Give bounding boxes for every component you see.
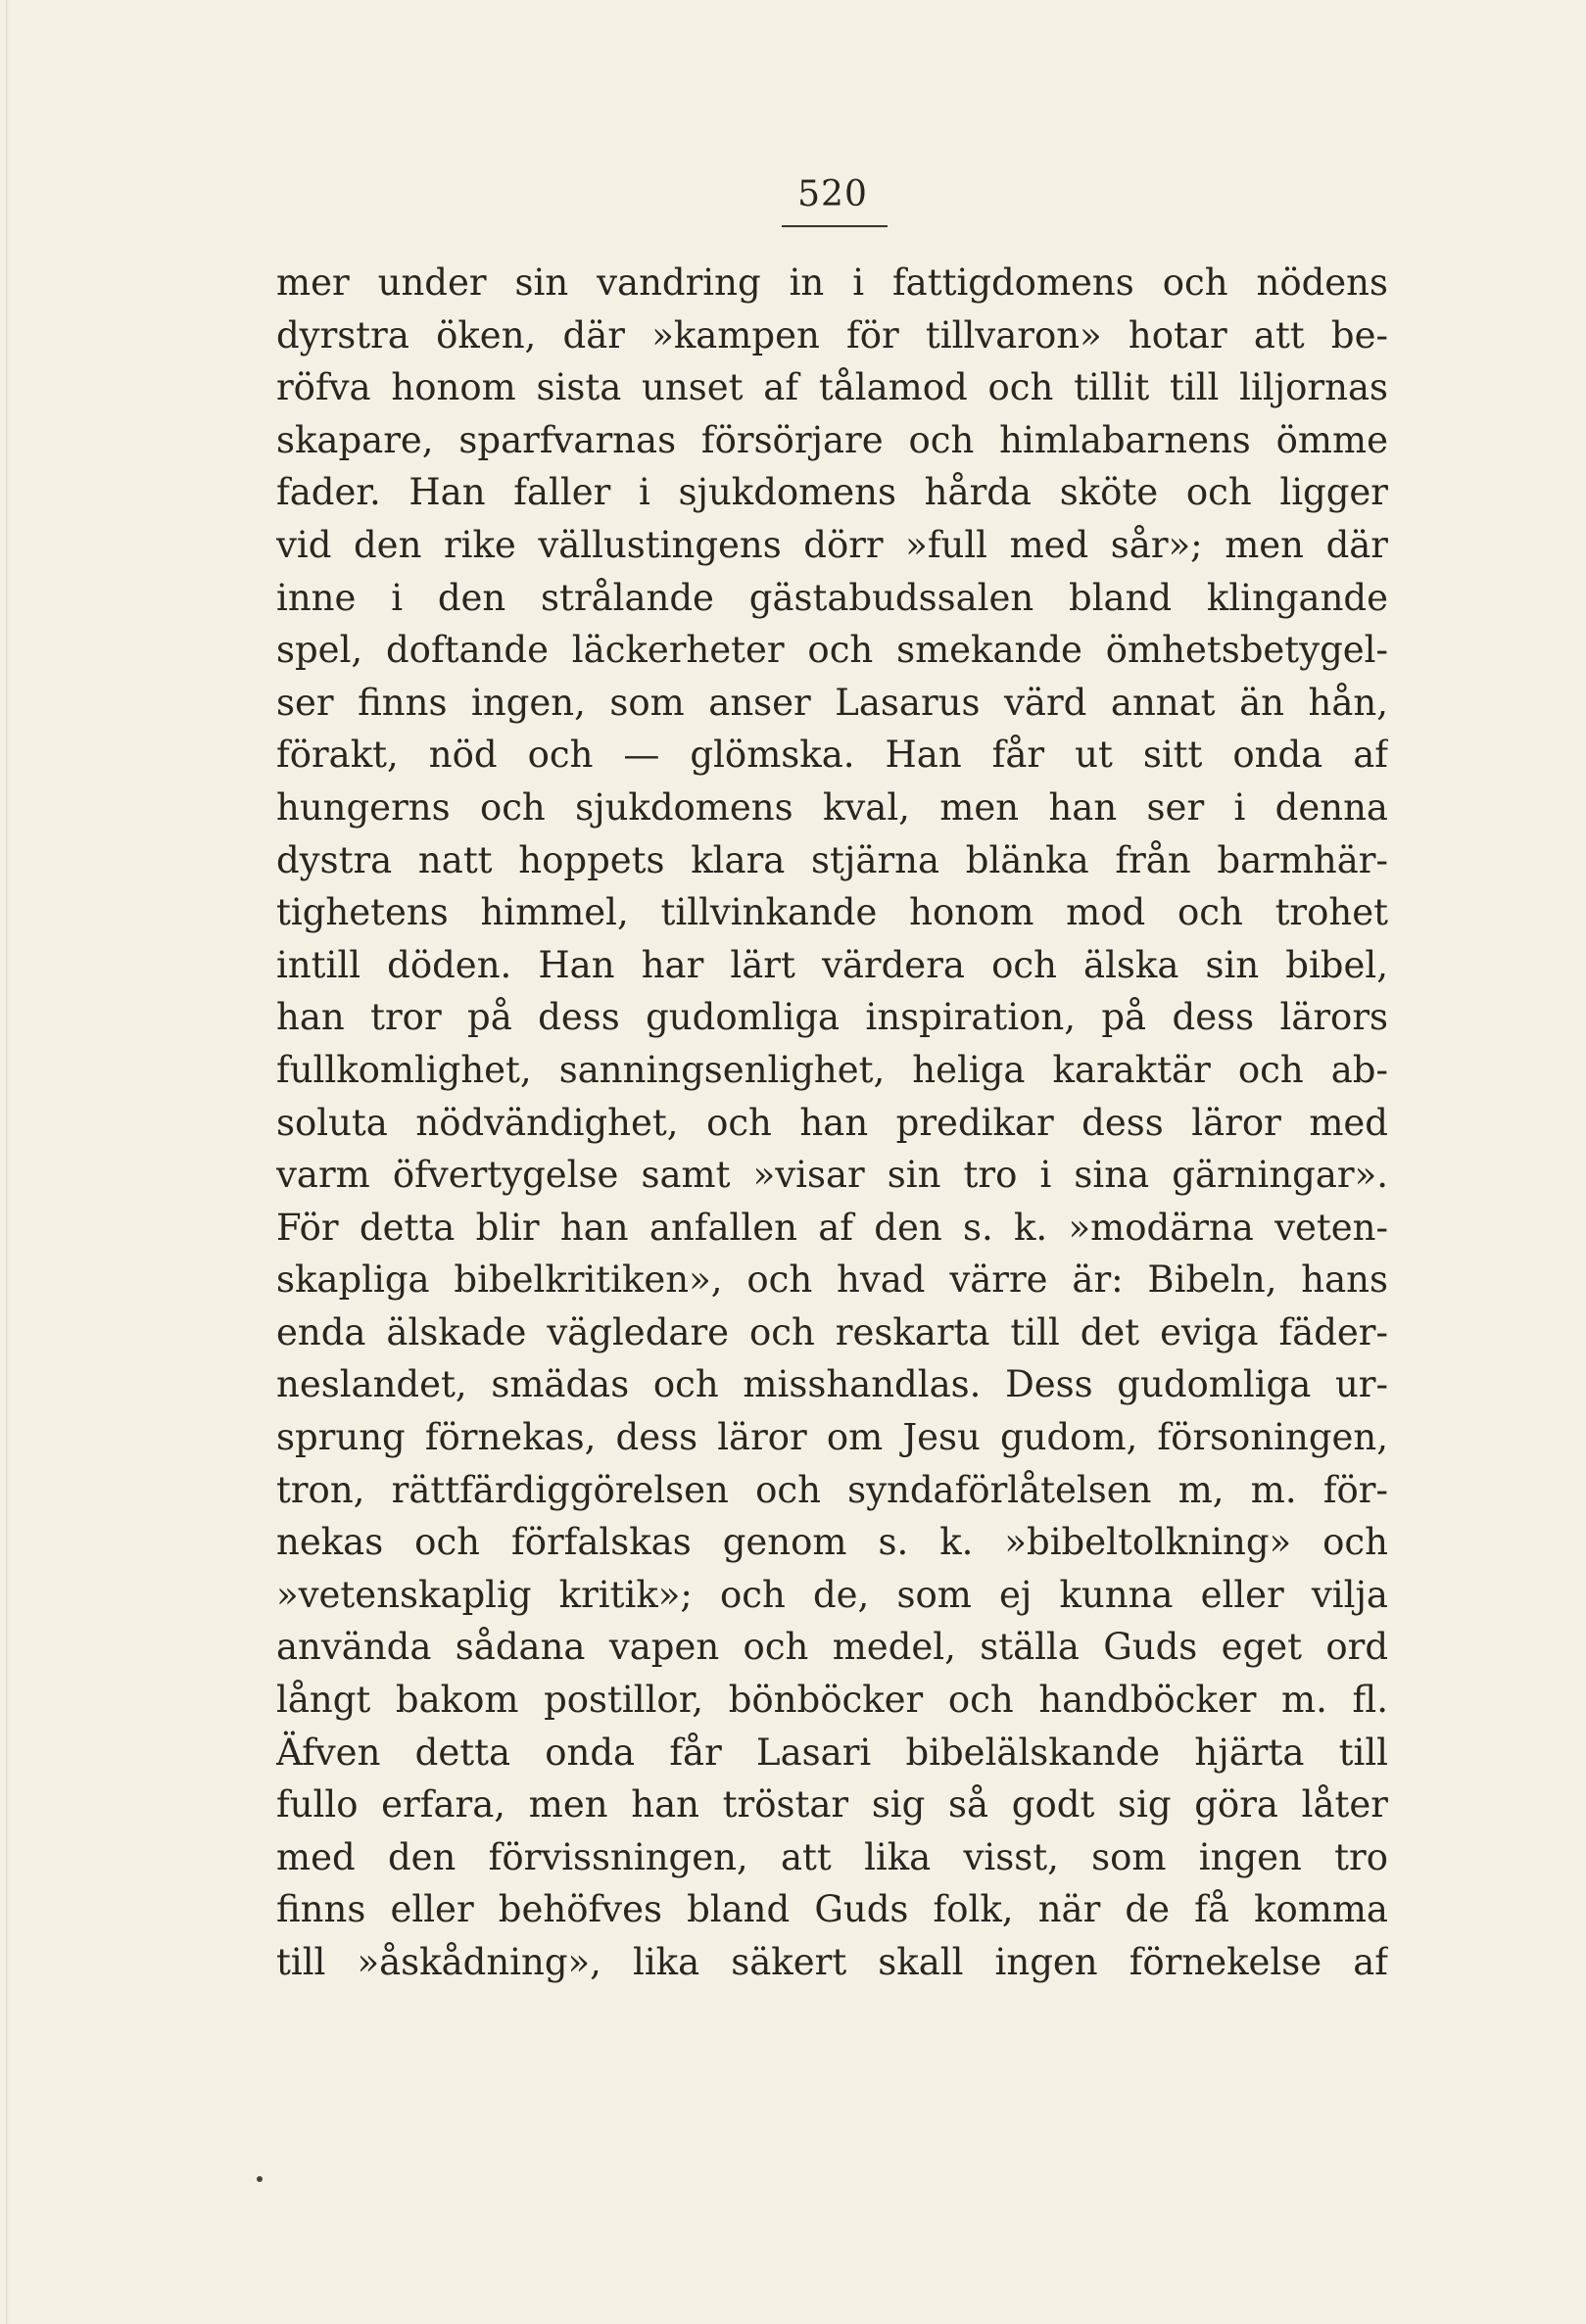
text-line: intill döden. Han har lärt värdera och älska sin bibel, xyxy=(276,943,1388,986)
text-line: med den förvissningen, att lika visst, som ingen tro xyxy=(276,1835,1388,1878)
text-line: tron, rättfärdiggörelsen och syndaförlåtelsen m, m. för- xyxy=(276,1468,1388,1511)
text-line: hungerns och sjukdomens kval, men han ser i denna xyxy=(276,785,1388,829)
text-line: dystra natt hoppets klara stjärna blänka från barmhär- xyxy=(276,838,1388,881)
body-text xyxy=(276,257,1388,1989)
text-line: nekas och förfalskas genom s. k. »bibeltolkning» och xyxy=(276,1521,1388,1564)
text-line: använda sådana vapen och medel, ställa Guds eget ord xyxy=(276,1626,1388,1669)
text-line: neslandet, smädas och misshandlas. Dess gudomliga ur- xyxy=(276,1363,1388,1406)
text-line: skapliga bibelkritiken», och hvad värre är: Bibeln, hans xyxy=(276,1258,1388,1302)
text-line: »vetenskaplig kritik»; och de, som ej kunna eller vilja xyxy=(276,1573,1388,1616)
page-number-rule xyxy=(782,225,888,227)
text-line: han tror på dess gudomliga inspiration, på dess lärors xyxy=(276,996,1388,1039)
text-line: soluta nödvändighet, och han predikar dess läror med xyxy=(276,1101,1388,1144)
text-line: spel, doftande läckerheter och smekande ömhetsbetygel- xyxy=(276,629,1388,672)
text-line: röfva honom sista unset af tålamod och tillit till liljornas xyxy=(276,366,1388,409)
page-number: 520 xyxy=(797,174,868,214)
text-line: långt bakom postillor, bönböcker och handböcker m. fl. xyxy=(276,1679,1388,1722)
text-line: till »åskådning», lika säkert skall ingen förnekelse af xyxy=(276,1941,1388,1983)
text-line: Äfven detta onda får Lasari bibelälskande hjärta till xyxy=(276,1731,1388,1774)
print-speck xyxy=(257,2176,263,2182)
text-line: mer under sin vandring in i fattigdomens och nödens xyxy=(276,261,1388,304)
text-line: fullo erfara, men han tröstar sig så godt sig göra låter xyxy=(276,1783,1388,1826)
text-line: tighetens himmel, tillvinkande honom mod och trohet xyxy=(276,891,1388,934)
text-line: sprung förnekas, dess läror om Jesu gudom, försoningen, xyxy=(276,1416,1388,1459)
text-line: fader. Han faller i sjukdomens hårda sköte och ligger xyxy=(276,471,1388,514)
text-line: skapare, sparfvarnas försörjare och himlabarnens ömme xyxy=(276,418,1388,461)
text-line: förakt, nöd och — glömska. Han får ut sitt onda af xyxy=(276,734,1388,777)
text-line: ser finns ingen, som anser Lasarus värd annat än hån, xyxy=(276,681,1388,724)
text-line: varm öfvertygelse samt »visar sin tro i sina gärningar». xyxy=(276,1154,1388,1197)
text-line: inne i den strålande gästabudssalen bland klingande xyxy=(276,576,1388,619)
text-line: finns eller behöfves bland Guds folk, när de få komma xyxy=(276,1888,1388,1931)
text-line: För detta blir han anfallen af den s. k. »modärna veten- xyxy=(276,1206,1388,1249)
page-edge xyxy=(6,0,9,2324)
text-line: dyrstra öken, där »kampen för tillvaron» hotar att be- xyxy=(276,313,1388,356)
text-line: fullkomlighet, sanningsenlighet, heliga karaktär och ab- xyxy=(276,1048,1388,1091)
text-line: vid den rike vällustingens dörr »full med sår»; men där xyxy=(276,523,1388,566)
text-line: enda älskade vägledare och reskarta till det eviga fäder- xyxy=(276,1310,1388,1353)
